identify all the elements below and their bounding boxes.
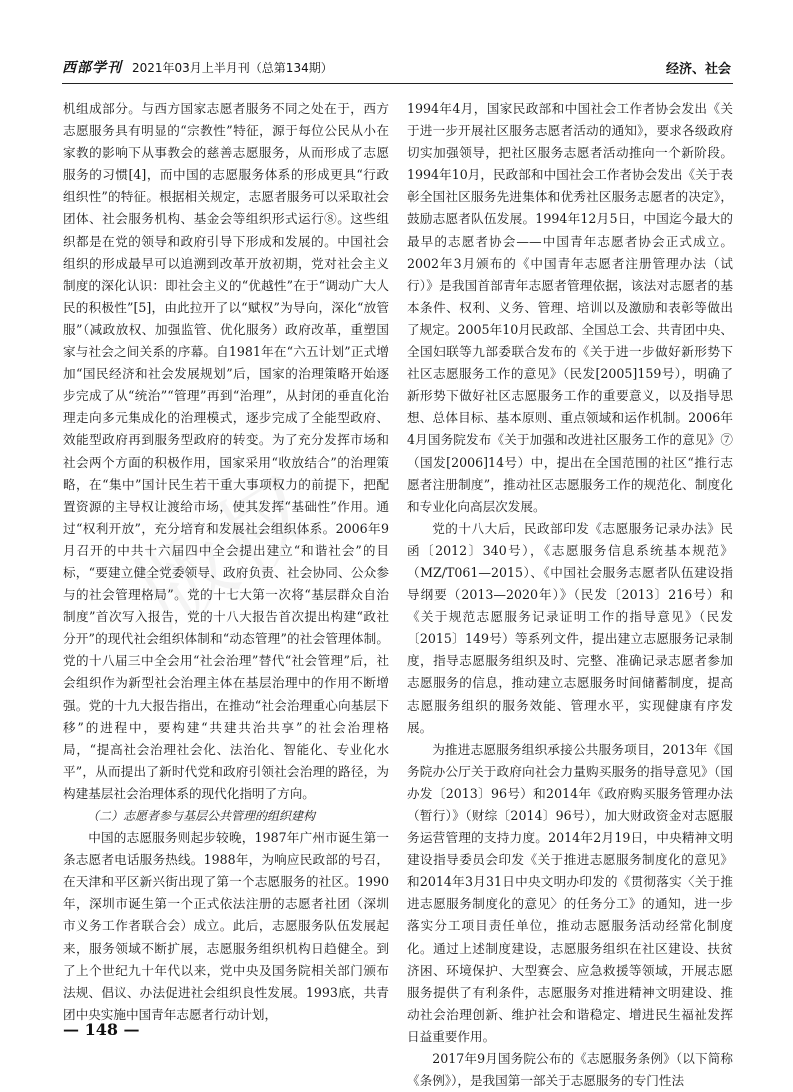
journal-masthead: 西部学刊 (62, 60, 122, 76)
body-paragraph: 机组成部分。与西方国家志愿者服务不同之处在于，西方志愿服务具有明显的“宗教性”特征，源于每位公民从小在家教的影响下从事教会的慈善志愿服务，从而形成了志愿服务的习惯[4]，而中国的志愿服务体系的形成更具“行政组织性”的特征。根据相关规定，志愿者服务可以采取社会团体、社会服务机构、基金会等组织形式运行⑧。这些组织都是在党的领导和政府引导下形成和发展的。中国社会组织的形成最早可以追溯到改革开放初期，党对社会主义制度的深化认识：即社会主义的“优越性”在于“调动广大人民的积极性”[5]，由此拉开了以“赋权”为导向，深化“放管服”（减政放权、加强监管、优化服务）政府改革，重塑国家与社会之间关系的序幕。自1981年在“六五计划”正式增加“国民经济和社会发展规划”后，国家的治理策略开始逐步完成了从“统治”“管理”再到“治理”，从封闭的垂直化治理走向多元集成化的治理模式，逐步完成了全能型政府、效能型政府再到服务型政府的转变。为了充分发挥市场和社会两个方面的积极作用，国家采用“收放结合”的治理策略，在“集中”国计民生若干重大事项权力的前提下，把配置资源的主导权让渡给市场，使其发挥“基础性”作用。通过“权利开放”，充分培育和发展社会组织体系。2006年9月召开的中共十六届四中全会提出建立“和谐社会”的目标，“要建立健全党委领导、政府负责、社会协同、公众参与的社会管理格局”。党的十七大第一次将“基层群众自治制度”首次写入报告，党的十八大报告首次提出构建“政社分开”的现代社会组织体制和“动态管理”的社会管理体制。党的十八届三中全会用“社会治理”替代“社会管理”后，社会组织作为新型社会治理主体在基层治理中的作用不断增强。党的十九大报告指出，在推动“社会治理重心向基层下移”的进程中，要构建“共建共治共享”的社会治理格局，“提高社会治理社会化、法治化、智能化、专业化水平”，从而提出了新时代党和政府引领社会治理的路径，为构建基层社会治理体系的现代化指明了方向。 (63, 101, 389, 801)
section-heading: （二）志愿者参与基层公共管理的组织建构 (87, 809, 316, 823)
running-header (62, 52, 733, 78)
page-number: — 148 — (63, 1020, 140, 1039)
body-paragraph: 2017年9月国务院公布的《志愿服务条例》（以下简称《条例》），是我国第一部关于志愿服务的专门性法 (407, 1051, 733, 1089)
section-label: 经济、社会 (665, 62, 731, 77)
right-column (407, 98, 733, 1092)
body-paragraph: 1994年4月，国家民政部和中国社会工作者协会发出《关于进一步开展社区服务志愿者活动的通知》，要求各级政府切实加强领导，把社区服务志愿者活动推向一个新阶段。1994年10月，民政部和中国社会工作者协会发出《关于表彰全国社区服务先进集体和优秀社区服务志愿者的决定》，鼓励志愿者队伍发展。1994年12月5日，中国迄今最大的最早的志愿者协会——中国青年志愿者协会正式成立。2002年3月颁布的《中国青年志愿者注册管理办法（试行）》是我国首部青年志愿者管理依据，该法对志愿者的基本条件、权利、义务、管理、培训以及激励和表彰等做出了规定。2005年10月民政部、全国总工会、共青团中央、全国妇联等九部委联合发布的《关于进一步做好新形势下社区志愿服务工作的意见》（民发[2005]159号），明确了新形势下做好社区志愿服务工作的重要意义，以及指导思想、总体目标、基本原则、重点领域和运作机制。2006年4月国务院发布《关于加强和改进社区服务工作的意见》⑦（国发[2006]14号）中，提出在全国范围的社区“推行志愿者注册制度”，推动社区志愿服务工作的规范化、制度化和专业化向高层次发展。 (407, 101, 733, 514)
issue-info: 2021年03月上半月刊（总第134期） (132, 61, 333, 75)
header-rule (62, 83, 733, 84)
left-column (63, 98, 389, 1026)
body-paragraph: 党的十八大后，民政部印发《志愿服务记录办法》民函〔2012〕340号），《志愿服务信息系统基本规范》（MZ/T061—2015）、《中国社会服务志愿者队伍建设指导纲要（2013—2020年）》（民发〔2013〕216号）和《关于规范志愿服务记录证明工作的指导意见》（民发〔2015〕149号）等系列文件，提出建立志愿服务记录制度，指导志愿服务组织及时、完整、准确记录志愿者参加志愿服务的信息，推动建立志愿服务时间储蓄制度，提高志愿服务组织的服务效能、管理水平，实现健康有序发展。 (407, 520, 733, 735)
body-paragraph: 中国的志愿服务则起步较晚，1987年广州市诞生第一条志愿者电话服务热线。1988年，为响应民政部的号召，在天津和平区新兴街出现了第一个志愿服务的社区。1990年，深圳市诞生第一个正式依法注册的志愿者社团（深圳市义务工作者联合会）成立。此后，志愿服务队伍发展起来，服务领域不断扩展，志愿服务组织机构日趋健全。到了上个世纪九十年代以来，党中央及国务院相关部门颁布法规、倡议、办法促进社会组织良性发展。1993底，共青团中央实施中国青年志愿者行动计划， (63, 830, 389, 1022)
body-paragraph: 为推进志愿服务组织承接公共服务项目，2013年《国务院办公厅关于政府向社会力量购买服务的指导意见》（国办发〔2013〕96号）和2014年《政府购买服务管理办法（暂行）》（财综〔2014〕96号），加大财政资金对志愿服务运营管理的支持力度。2014年2月19日，中央精神文明建设指导委员会印发《关于推进志愿服务制度化的意见》和2014年3月31日中央文明办印发的《贯彻落实〈关于推进志愿服务制度化的意见〉的任务分工》的通知，进一步落实分工项目责任单位，推动志愿服务活动经常化制度化。通过上述制度建设，志愿服务组织在社区建设、扶贫济困、环境保护、大型赛会、应急救援等领域，开展志愿服务提供了有利条件，志愿服务对推进精神文明建设、推动社会治理创新、维护社会和谐稳定、增进民生福祉发挥日益重要作用。 (407, 741, 733, 1044)
